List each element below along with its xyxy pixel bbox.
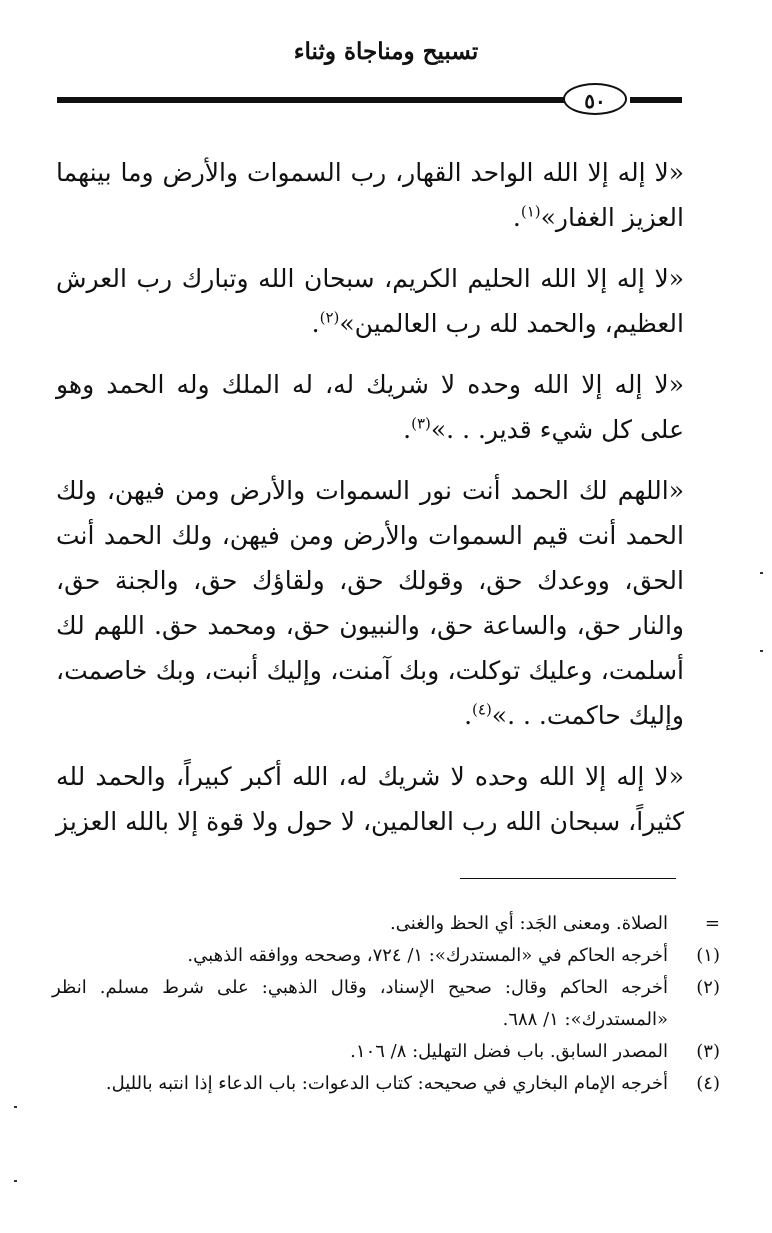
paragraph — [56, 362, 684, 452]
paragraph — [56, 150, 684, 240]
paragraph-text: «لا إله إلا الله الحليم الكريم، سبحان الله وتبارك رب العرش العظيم، والحمد لله رب العالمين» — [56, 264, 684, 338]
paragraph — [56, 468, 684, 738]
footnote — [52, 940, 720, 972]
footnote-marker: = — [704, 913, 720, 934]
paragraph-text: «لا إله إلا الله وحده لا شريك له، الله أكبر كبيراً، والحمد لله كثيراً، سبحان الله رب العالمين، لا حول ولا قوة إلا بالله العزيز — [56, 762, 684, 836]
footnote-text: أخرجه الحاكم وقال: صحيح الإسناد، وقال الذهبي: على شرط مسلم. انظر «المستدرك»: ١/ ٦٨٨. — [52, 977, 668, 1030]
footnote-text: الصلاة. ومعنى الجَد: أي الحظ والغنى. — [390, 913, 668, 934]
footnote — [52, 1036, 720, 1068]
paragraph-end: . — [512, 203, 521, 232]
paragraph-text: «اللهم لك الحمد أنت نور السموات والأرض ومن فيهن، ولك الحمد أنت قيم السموات والأرض ومن فيهن، ولك الحمد أنت الحق، ووعدك حق، وقولك حق، ولقاؤك حق، والجنة حق، والنار حق، والساعة حق، والنبيون حق، ومحمد حق. اللهم لك أسلمت، وعليك توكلت، وبك آمنت، وإليك أنبت، وبك خاصمت، وإليك حاكمت. . .» — [56, 476, 684, 730]
footnote-separator — [460, 878, 676, 879]
footnote-text: أخرجه الحاكم في «المستدرك»: ١/ ٧٢٤، وصححه ووافقه الذهبي. — [187, 945, 668, 966]
footnote-text: المصدر السابق. باب فضل التهليل: ٨/ ١٠٦. — [350, 1041, 668, 1062]
footnote-marker: (٢) — [696, 977, 720, 998]
paragraph-end: . — [403, 415, 412, 444]
footnote — [52, 972, 720, 1036]
header-rule-left — [57, 97, 564, 103]
scan-speck — [760, 572, 763, 574]
footnote-ref: (١) — [520, 202, 541, 221]
scan-speck — [14, 1180, 17, 1182]
footnote — [52, 908, 720, 940]
paragraph-text: «لا إله إلا الله الواحد القهار، رب السموات والأرض وما بينهما العزيز الغفار» — [56, 158, 684, 232]
main-text — [56, 150, 684, 844]
running-title: تسبيح ومناجاة وثناء — [293, 38, 479, 65]
footnotes — [52, 908, 720, 1100]
page-number: ٥٠ — [563, 83, 627, 115]
footnote-marker: (١) — [696, 945, 720, 966]
scan-speck — [14, 1106, 17, 1108]
paragraph — [56, 256, 684, 346]
footnote-marker: (٣) — [696, 1041, 720, 1062]
paragraph — [56, 754, 684, 844]
scan-speck — [760, 650, 763, 652]
footnote-text: أخرجه الإمام البخاري في صحيحه: كتاب الدعوات: باب الدعاء إذا انتبه بالليل. — [105, 1073, 668, 1094]
paragraph-text: «لا إله إلا الله وحده لا شريك له، له الملك وله الحمد وهو على كل شيء قدير. . .» — [56, 370, 684, 444]
footnote-ref: (٤) — [472, 700, 492, 719]
footnote-ref: (٢) — [319, 308, 340, 327]
paragraph-end: . — [464, 701, 473, 730]
footnote — [52, 1068, 720, 1100]
footnote-marker: (٤) — [696, 1073, 720, 1094]
header-rule-right — [630, 97, 682, 103]
footnote-ref: (٣) — [411, 414, 431, 433]
paragraph-end: . — [311, 309, 320, 338]
